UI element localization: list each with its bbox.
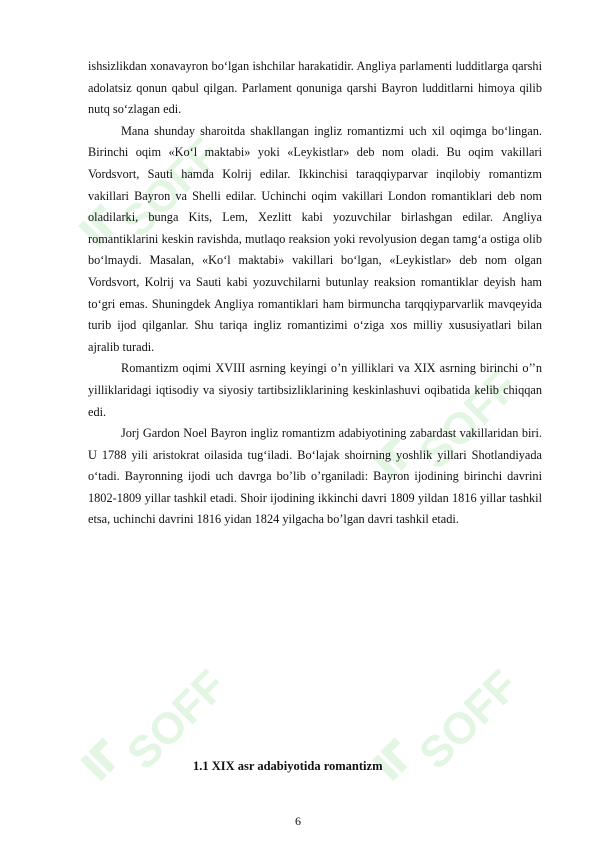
watermark-text: SOFF xyxy=(118,661,236,779)
section-heading: 1.1 XIX asr adabiyotida romantizm xyxy=(193,759,383,773)
watermark-text: SOFF xyxy=(112,129,230,247)
page-number: 6 xyxy=(295,814,301,828)
jf-logo-icon xyxy=(80,730,134,784)
watermark-text: SOFF xyxy=(410,661,528,779)
paragraph-4: Jorj Gardon Noel Bayron ingliz romantizm adabiyotining zabardast vakillaridan biri. U 1788 yili aristokrat oilasida tug‘iladi. Bo‘lajak shoirning yoshlik yillari Shotlandiyada o‘tadi. Bayronning ijodi uch davrga bo’lib o’rganiladi: Bayron ijodining birinchi davrini 1802-1809 yillar tashkil etadi. Shoir ijodining ikkinchi davri 1809 yildan 1816 yillar tashkil etsa, uchinchi davrini 1816 yidan 1824 yilgacha bo’lgan davri tashkil etadi. xyxy=(88,426,542,527)
paragraph-1: ishsizlikdan xonavayron bo‘lgan ishchilar harakatidir. Angliya parlamenti ludditlarga qarshi adolatsiz qonun qabul qilgan. Parlament qonuniga qarshi Bayron ludditlarni himoya qilib nutq so‘zlagan edi. xyxy=(88,59,542,117)
jf-logo-icon xyxy=(372,730,426,784)
watermark-text: SOFF xyxy=(410,361,528,479)
paragraph-3: Romantizm oqimi XVIII asrning keyingi o’n yilliklari va XIX asrning birinchi o’’n yilliklaridagi iqtisodiy va siyosiy tartibsizliklarining keskinlashuvi oqibatida kelib chiqqan edi. xyxy=(88,361,542,419)
document-body xyxy=(88,56,542,531)
paragraph-2: Mana shunday sharoitda shakllangan ingliz romantizmi uch xil oqimga bo‘lingan. Birinchi oqim «Ko‘l maktabi» yoki «Leykistlar» deb nom oladi. Bu oqim vakillari Vordsvort, Sauti hamda Kolrij edilar. Ikkinchisi taraqqiyparvar inqilobiy romantizm vakillari Bayron va Shelli edilar. Uchinchi oqim vakillari London romantiklari deb nom oladilarki, bunga Kits, Lem, Xezlitt kabi yozuvchilar birlashgan edilar. Angliya romantiklarini keskin ravishda, mutlaqo reaksion yoki revolyusion degan tamg‘a ostiga olib bo‘lmaydi. Masalan, «Ko‘l maktabi» vakillari bo‘lgan, «Leykistlar» deb nom olgan Vordsvort, Kolrij va Sauti kabi yozuvchilarni butunlay reaksion romantiklar deyish ham to‘gri emas. Shuningdek Angliya romantiklari ham birmuncha tarqqiyparvarlik mavqeyida turib ijod qilganlar. Shu tariqa ingliz romantizimi o‘ziga xos milliy xususiyatlari bilan ajralib turadi. xyxy=(88,123,542,354)
